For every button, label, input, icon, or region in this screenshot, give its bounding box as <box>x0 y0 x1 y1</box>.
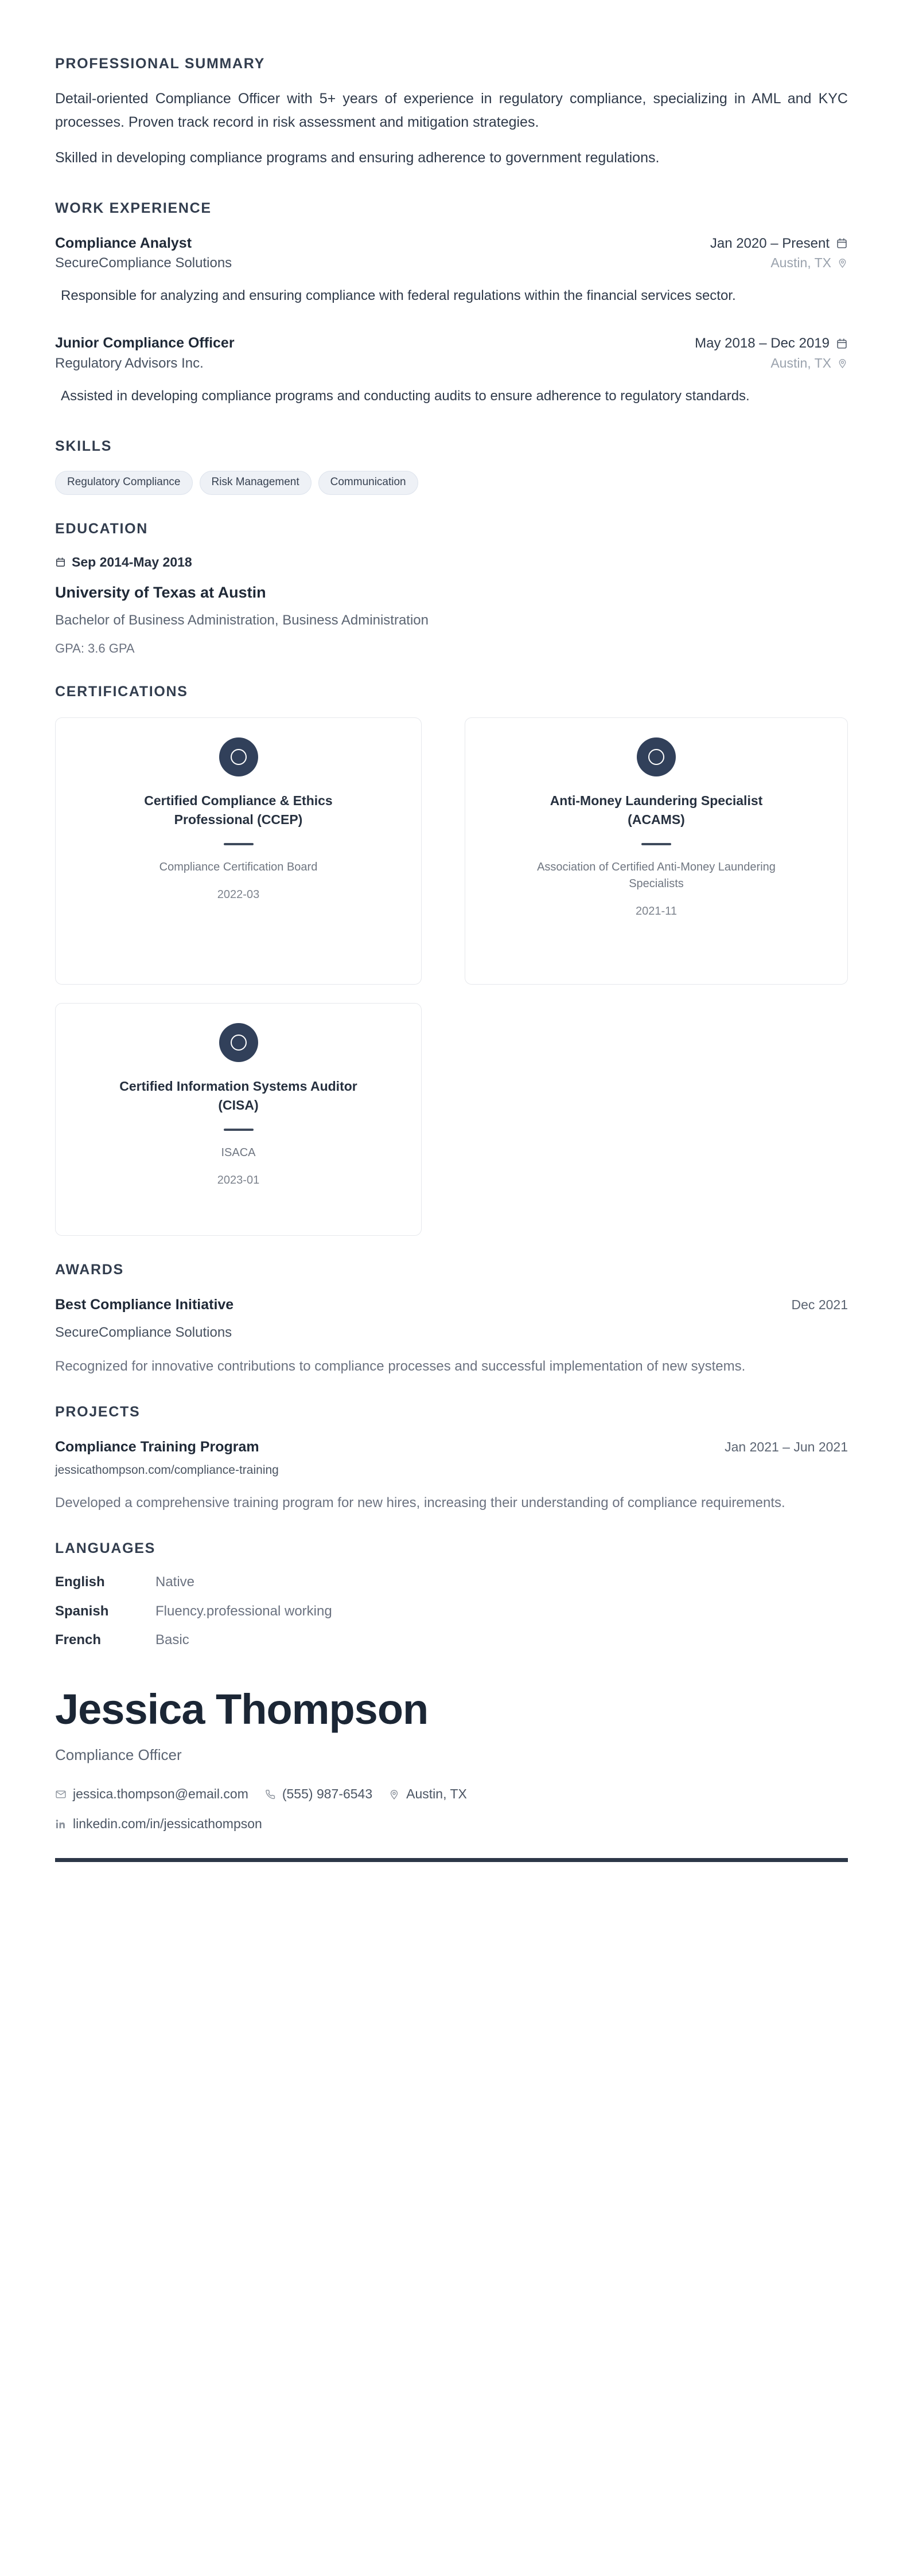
seal-ring <box>231 749 247 765</box>
project-title-row <box>55 1438 848 1457</box>
work-experience-item <box>55 234 848 308</box>
skill-pill: Risk Management <box>200 471 312 495</box>
work-company: Regulatory Advisors Inc. <box>55 355 204 371</box>
education-gpa: GPA: 3.6 GPA <box>55 641 135 656</box>
page-title: Jessica Thompson <box>55 1685 429 1734</box>
work-description: Assisted in developing compliance programs and conducting audits to ensure adherence to regulatory standards. <box>61 388 750 404</box>
certification-issuer: ISACA <box>221 1146 256 1160</box>
summary-paragraph-1: Detail-oriented Compliance Officer with 5+ years of experience in regulatory compliance, specializing in AML and KYC processes. Proven track record in risk assessment and mitigation strategies. <box>55 91 848 130</box>
spacer <box>55 658 848 683</box>
work-title-row <box>55 334 848 353</box>
calendar-icon <box>836 237 848 249</box>
section-awards <box>55 1261 848 1378</box>
certifications-grid <box>55 717 848 1236</box>
certification-divider <box>224 843 254 845</box>
certificate-seal-icon <box>637 737 676 776</box>
work-description: Responsible for analyzing and ensuring compliance with federal regulations within the financial services sector. <box>61 288 736 304</box>
language-level: Fluency.professional working <box>155 1603 332 1619</box>
skills-list <box>55 471 848 495</box>
education-dates <box>55 555 848 570</box>
education-school: University of Texas at Austin <box>55 583 266 601</box>
section-heading-awards: AWARDS <box>55 1262 124 1278</box>
spacer <box>55 495 848 520</box>
resume-content <box>55 55 848 1862</box>
award-date: Dec 2021 <box>791 1297 848 1313</box>
language-level: Basic <box>155 1632 189 1648</box>
certification-issuer: Association of Certified Anti-Money Laundering Specialists <box>537 861 776 891</box>
certification-card <box>465 717 848 985</box>
spacer <box>55 1236 848 1261</box>
contact-row-secondary <box>55 1816 848 1833</box>
education-dates-text: Sep 2014-May 2018 <box>72 554 192 569</box>
languages-list <box>55 1573 848 1649</box>
phone-icon <box>264 1789 276 1800</box>
contact-row-primary <box>55 1786 848 1803</box>
certificate-seal-icon <box>219 1023 258 1062</box>
certification-card <box>55 1003 422 1236</box>
certification-card <box>55 717 422 985</box>
contact-email[interactable] <box>55 1786 248 1803</box>
work-location-text: Austin, TX <box>770 355 831 370</box>
project-title: Compliance Training Program <box>55 1439 259 1455</box>
certification-divider <box>224 1129 254 1131</box>
section-heading-skills: SKILLS <box>55 438 112 454</box>
certification-date: 2022-03 <box>217 888 260 901</box>
map-pin-icon <box>837 358 848 369</box>
certification-date: 2023-01 <box>217 1174 260 1187</box>
work-company-row <box>55 353 848 374</box>
award-description: Recognized for innovative contributions to compliance processes and successful implementation of new systems. <box>55 1359 746 1375</box>
project-dates: Jan 2021 – Jun 2021 <box>725 1439 848 1455</box>
section-languages <box>55 1540 848 1649</box>
section-work-experience <box>55 200 848 408</box>
section-certifications <box>55 683 848 1236</box>
spacer <box>55 170 848 200</box>
certification-divider <box>641 843 671 845</box>
work-role: Junior Compliance Officer <box>55 335 235 352</box>
language-row <box>55 1631 848 1649</box>
work-company: SecureCompliance Solutions <box>55 255 232 271</box>
section-professional-summary <box>55 55 848 170</box>
section-projects <box>55 1403 848 1515</box>
section-heading-certifications: CERTIFICATIONS <box>55 684 188 700</box>
work-experience-item <box>55 334 848 408</box>
award-title: Best Compliance Initiative <box>55 1297 234 1313</box>
spacer <box>55 1378 848 1403</box>
work-dates-text: May 2018 – Dec 2019 <box>695 335 830 352</box>
spacer <box>55 1515 848 1540</box>
contact-email-text: jessica.thompson@email.com <box>73 1786 248 1802</box>
contact-linkedin-text: linkedin.com/in/jessicathompson <box>73 1816 262 1832</box>
linkedin-icon <box>55 1818 67 1830</box>
contact-linkedin[interactable] <box>55 1816 262 1833</box>
section-heading-projects: PROJECTS <box>55 1404 141 1420</box>
contact-phone[interactable] <box>264 1786 372 1803</box>
section-heading-languages: LANGUAGES <box>55 1540 156 1557</box>
job-title: Compliance Officer <box>55 1746 182 1764</box>
language-name: English <box>55 1574 105 1590</box>
footer-rule <box>55 1858 848 1862</box>
certification-name: Certified Information Systems Auditor (CISA) <box>119 1079 357 1113</box>
map-pin-icon <box>388 1789 400 1800</box>
contact-location-text: Austin, TX <box>406 1786 467 1802</box>
language-name: Spanish <box>55 1603 109 1619</box>
certification-issuer: Compliance Certification Board <box>159 861 318 874</box>
contact-phone-text: (555) 987-6543 <box>282 1786 373 1802</box>
certificate-seal-icon <box>219 737 258 776</box>
work-dates <box>695 334 848 353</box>
work-location <box>770 353 848 373</box>
work-title-row <box>55 234 848 253</box>
language-level: Native <box>155 1574 195 1590</box>
certification-date: 2021-11 <box>636 904 677 918</box>
envelope-icon <box>55 1789 67 1800</box>
seal-ring <box>648 749 664 765</box>
language-row <box>55 1602 848 1621</box>
certification-name: Certified Compliance & Ethics Professional (CCEP) <box>144 793 333 827</box>
summary-paragraph-2: Skilled in developing compliance programs and ensuring adherence to government regulations. <box>55 150 660 166</box>
work-role: Compliance Analyst <box>55 235 192 251</box>
section-heading-summary: PROFESSIONAL SUMMARY <box>55 56 265 72</box>
seal-ring <box>231 1035 247 1051</box>
map-pin-icon <box>837 257 848 268</box>
language-row <box>55 1573 848 1591</box>
language-name: French <box>55 1632 102 1648</box>
calendar-icon <box>55 557 66 568</box>
work-company-row <box>55 253 848 274</box>
project-link[interactable]: jessicathompson.com/compliance-training <box>55 1463 279 1477</box>
spacer <box>55 408 848 438</box>
certification-name: Anti-Money Laundering Specialist (ACAMS) <box>550 793 763 827</box>
skill-pill: Communication <box>318 471 418 495</box>
award-title-row <box>55 1295 848 1315</box>
identity-block <box>55 1686 848 1862</box>
skill-pill: Regulatory Compliance <box>55 471 193 495</box>
calendar-icon <box>836 338 848 350</box>
award-organization: SecureCompliance Solutions <box>55 1324 232 1340</box>
education-degree: Bachelor of Business Administration, Business Administration <box>55 612 429 628</box>
contact-location <box>388 1786 467 1803</box>
work-dates-text: Jan 2020 – Present <box>710 235 830 251</box>
work-location <box>770 253 848 273</box>
section-education <box>55 520 848 658</box>
section-heading-education: EDUCATION <box>55 520 149 537</box>
work-location-text: Austin, TX <box>770 255 831 271</box>
section-skills <box>55 438 848 495</box>
section-heading-work-experience: WORK EXPERIENCE <box>55 200 212 216</box>
work-dates <box>710 235 848 253</box>
project-description: Developed a comprehensive training program for new hires, increasing their understanding of compliance requirements. <box>55 1495 785 1511</box>
